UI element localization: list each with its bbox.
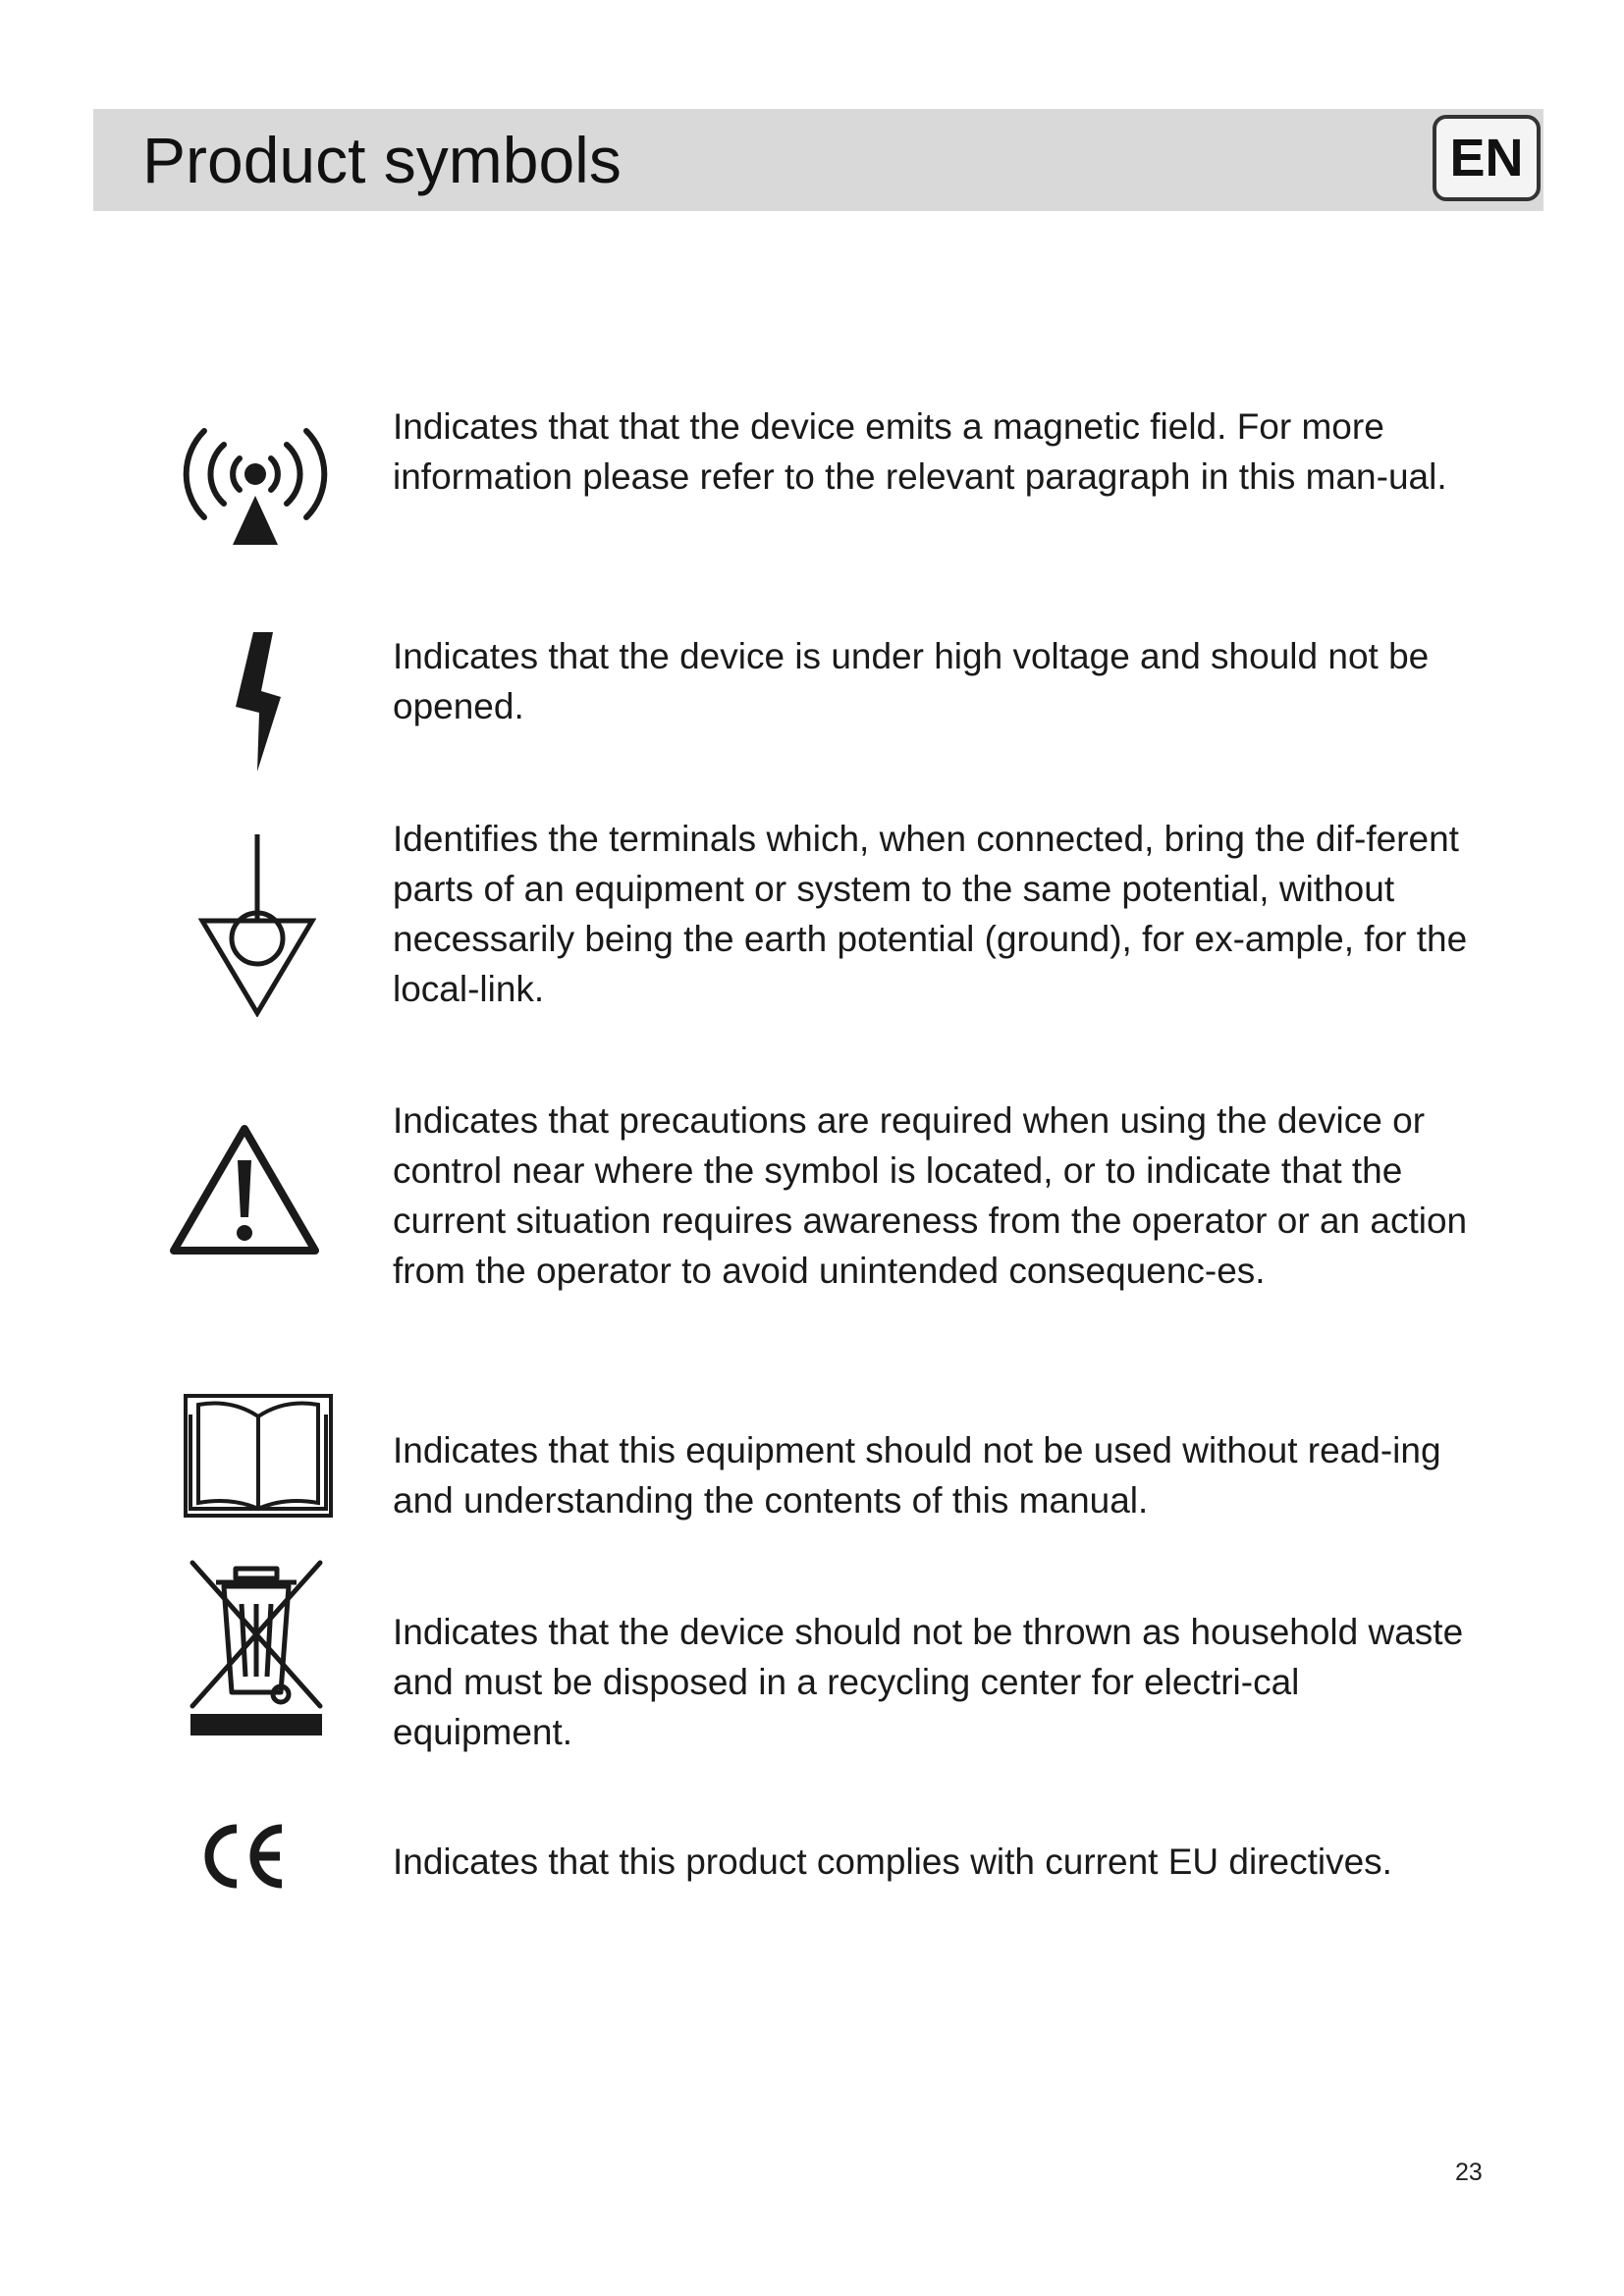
symbol-description: Indicates that the device is under high voltage and should not be opened. (393, 636, 1430, 726)
weee-bin-icon (187, 1559, 326, 1737)
symbol-description: Indicates that precautions are required when using the device or control near where the symbol is located, or to indicate that the current situation requires awareness from the operator or an action from the operator to avoid unintended consequenc-es. (393, 1100, 1468, 1291)
high-voltage-icon (224, 628, 293, 775)
page-title: Product symbols (142, 124, 622, 196)
symbol-description: Indicates that this product complies with current EU directives. (393, 1842, 1392, 1882)
symbol-description: Indicates that this equipment should not be used without read-ing and understanding the contents of this manual. (393, 1430, 1441, 1521)
symbol-description: Identifies the terminals which, when connected, bring the dif-ferent parts of an equipment or system to the same potential, without necessarily being the earth potential (ground), for ex-ample, for the local-link. (393, 819, 1468, 1009)
symbol-description: Indicates that that the device emits a magnetic field. For more information please refer to the relevant paragraph in this man-ual. (393, 406, 1447, 497)
read-manual-icon (183, 1393, 334, 1519)
ce-mark-icon (199, 1821, 286, 1892)
non-ionizing-radiation-icon (175, 417, 336, 550)
warning-icon (168, 1121, 321, 1258)
page-number: 23 (1455, 2159, 1483, 2186)
equipotentiality-icon (198, 832, 316, 1017)
header-bar (93, 109, 1543, 211)
symbol-description: Indicates that the device should not be thrown as household waste and must be disposed in a recycling center for electri-cal equipment. (393, 1612, 1464, 1752)
language-badge: EN (1433, 115, 1541, 201)
